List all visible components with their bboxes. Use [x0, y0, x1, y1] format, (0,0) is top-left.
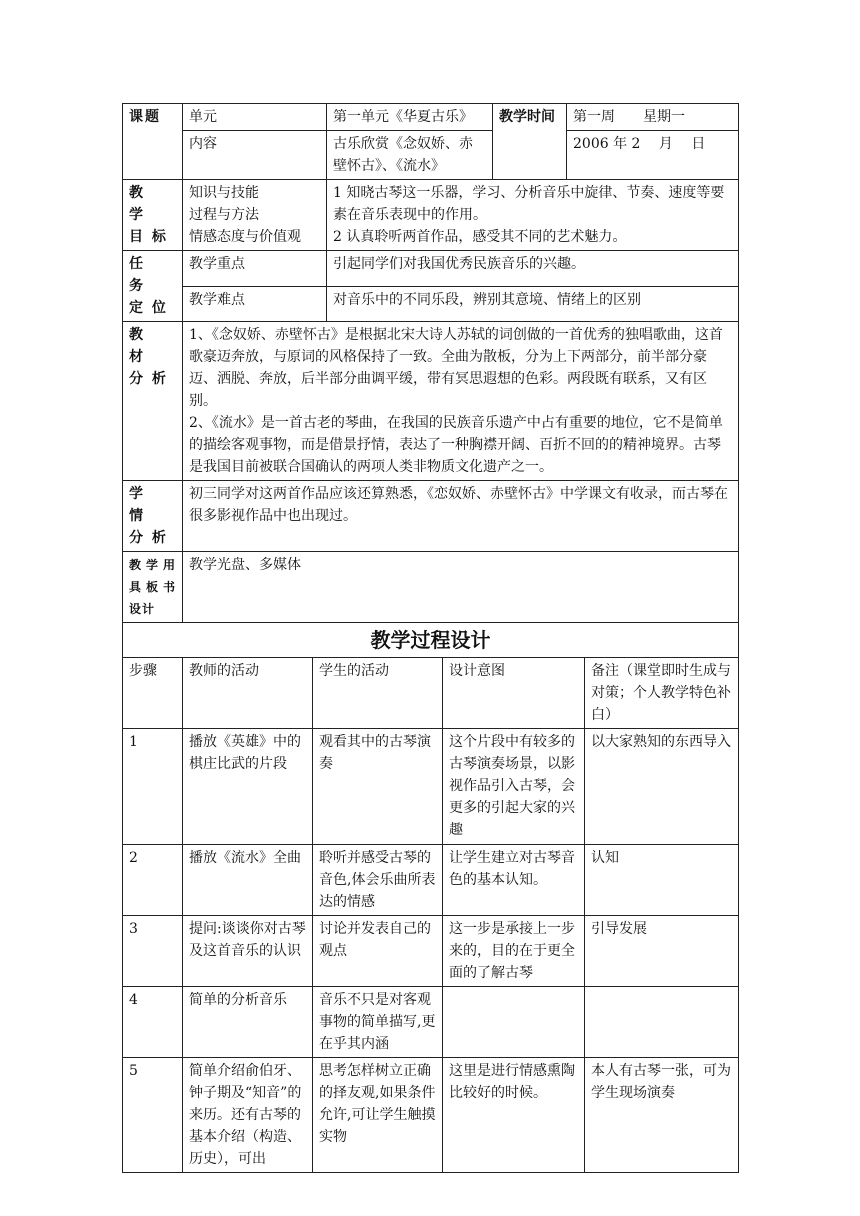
table-row	[123, 729, 739, 845]
goals-label-line1: 教 学	[129, 185, 161, 223]
process-table	[122, 622, 739, 1173]
step-number: 1	[123, 729, 183, 845]
unit-value: 第一单元《华夏古乐》	[327, 104, 493, 131]
design-intent: 这里是进行情感熏陶比较好的时候。	[443, 1058, 585, 1173]
process-title: 教学过程设计	[123, 623, 739, 658]
task-label-line1: 任 务	[129, 256, 161, 294]
key-point-value: 引起同学们对我国优秀民族音乐的兴趣。	[327, 251, 739, 287]
students-analysis: 初三同学对这两首作品应该还算熟悉，《恋奴娇、赤壁怀古》中学课文有收录，而古琴在很多影视作品中也出现过。	[183, 481, 739, 552]
notes: 以大家熟知的东西导入	[585, 729, 739, 845]
teacher-activity: 简单的分析音乐	[183, 987, 313, 1058]
process-header-teacher: 教师的活动	[183, 658, 313, 729]
content-value: 古乐欣赏《念奴娇、赤壁怀古》、《流水》	[327, 131, 493, 180]
material-analysis	[183, 322, 739, 481]
goal-item: 情感态度与价值观	[189, 229, 301, 245]
design-intent: 让学生建立对古琴音色的基本认知。	[443, 845, 585, 916]
student-activity: 思考怎样树立正确的择友观,如果条件允许,可让学生触摸实物	[313, 1058, 443, 1173]
teacher-activity: 简单介绍俞伯牙、钟子期及“知音”的来历。还有古琴的基本介绍（构造、历史），可出	[183, 1058, 313, 1173]
goal-item: 过程与方法	[189, 207, 259, 223]
teacher-activity: 播放《英雄》中的棋庄比武的片段	[183, 729, 313, 845]
process-header-intent: 设计意图	[443, 658, 585, 729]
teacher-activity: 播放《流水》全曲	[183, 845, 313, 916]
goal-item: 知识与技能	[189, 185, 259, 201]
notes: 引导发展	[585, 916, 739, 987]
material-para-2: 2、《流水》是一首古老的琴曲，在我国的民族音乐遗产中占有重要的地位，它不是简单的描绘客观事物，而是借景抒情，表达了一种胸襟开阔、百折不回的的精神境界。古琴是我国目前被联合国确认的两项人类非物质文化遗产之一。	[189, 415, 723, 475]
student-activity: 观看其中的古琴演奏	[313, 729, 443, 845]
step-number: 2	[123, 845, 183, 916]
process-header-step: 步骤	[123, 658, 183, 729]
process-header-student: 学生的活动	[313, 658, 443, 729]
lesson-plan	[122, 103, 738, 1173]
student-activity: 讨论并发表自己的观点	[313, 916, 443, 987]
date-value: 2006 年 2 月 日	[567, 131, 739, 180]
table-row	[123, 987, 739, 1058]
task-label-line2: 定 位	[129, 300, 168, 316]
difficulty-label: 教学难点	[183, 286, 327, 322]
tools-label: 教学用具板书设计	[123, 552, 183, 623]
student-activity: 音乐不只是对客观事物的简单描写,更在乎其内涵	[313, 987, 443, 1058]
teacher-activity: 提问:谈谈你对古琴及这首音乐的认识	[183, 916, 313, 987]
notes: 认知	[585, 845, 739, 916]
key-point-label: 教学重点	[183, 251, 327, 287]
week-value: 第一周 星期一	[567, 104, 739, 131]
goals-items	[183, 180, 327, 251]
material-para-1: 1、《念奴娇、赤壁怀古》是根据北宋大诗人苏轼的词创做的一首优秀的独唱歌曲，这首歌豪迈奔放，与原词的风格保持了一致。全曲为散板，分为上下两部分，前半部分豪迈、洒脱、奔放，后半部分曲调平缓，带有冥思遐想的色彩。两段既有联系，又有区别。	[189, 327, 723, 409]
students-label-line2: 分 析	[129, 530, 168, 546]
goals-text-1: 1 知晓古琴这一乐器，学习、分析音乐中旋律、节奏、速度等要素在音乐表现中的作用。	[333, 185, 725, 223]
students-label	[123, 481, 183, 552]
lesson-info-table	[122, 103, 739, 623]
process-header-notes: 备注（课堂即时生成与对策；个人教学特色补白）	[585, 658, 739, 729]
task-label	[123, 251, 183, 322]
design-intent: 这个片段中有较多的古琴演奏场景，以影视作品引入古琴，会更多的引起大家的兴趣	[443, 729, 585, 845]
goals-label	[123, 180, 183, 251]
time-label: 教学时间	[493, 104, 567, 180]
goals-text	[327, 180, 739, 251]
content-label: 内容	[183, 131, 327, 180]
difficulty-value: 对音乐中的不同乐段，辨别其意境、情绪上的区别	[327, 286, 739, 322]
students-label-line1: 学 情	[129, 486, 161, 524]
notes	[585, 987, 739, 1058]
student-activity: 聆听并感受古琴的音色,体会乐曲所表达的情感	[313, 845, 443, 916]
design-intent	[443, 987, 585, 1058]
unit-label: 单元	[183, 104, 327, 131]
goals-label-line2: 目 标	[129, 229, 168, 245]
material-label-line2: 分 析	[129, 371, 168, 387]
step-number: 4	[123, 987, 183, 1058]
goals-text-2: 2 认真聆听两首作品，感受其不同的艺术魅力。	[333, 229, 627, 245]
table-row	[123, 916, 739, 987]
step-number: 5	[123, 1058, 183, 1173]
topic-label: 课题	[123, 104, 183, 180]
table-row	[123, 1058, 739, 1173]
table-row	[123, 845, 739, 916]
step-number: 3	[123, 916, 183, 987]
material-label-line1: 教 材	[129, 327, 161, 365]
material-label	[123, 322, 183, 481]
notes: 本人有古琴一张，可为学生现场演奏	[585, 1058, 739, 1173]
tools-text: 教学光盘、多媒体	[183, 552, 739, 623]
design-intent: 这一步是承接上一步来的，目的在于更全面的了解古琴	[443, 916, 585, 987]
